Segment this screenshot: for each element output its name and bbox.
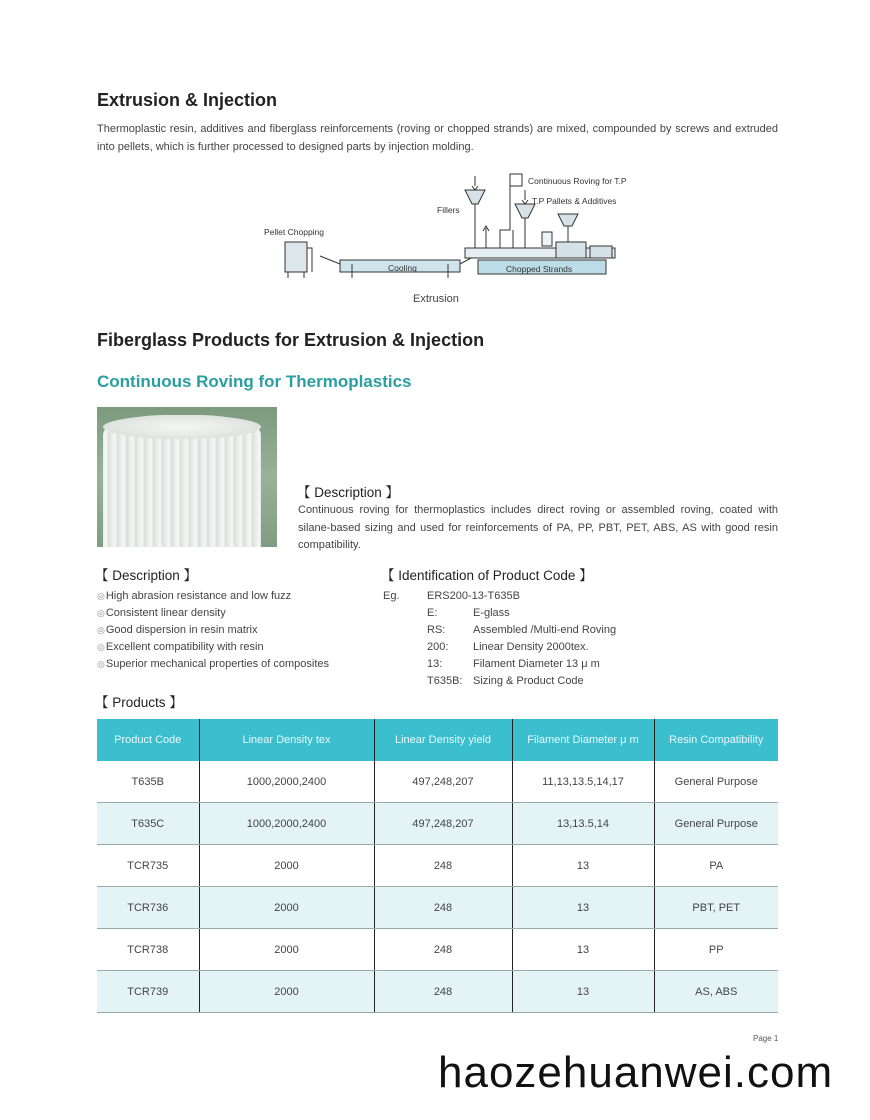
extrusion-paragraph: Thermoplastic resin, additives and fiberglass reinforcements (roving or chopped strands) are mixed, compounded by screws and extruded into pellets, which is further processed to designed parts by injection molding.	[97, 123, 778, 153]
column-header: Linear Density yield	[374, 719, 512, 761]
table-cell: PBT, PET	[654, 887, 778, 929]
table-cell: 2000	[199, 971, 374, 1013]
list-item: ◎ Superior mechanical properties of composites	[97, 656, 329, 673]
table-row	[97, 929, 778, 971]
chopper-body	[285, 242, 307, 272]
code-key: E:	[427, 607, 438, 619]
table-cell: TCR738	[97, 929, 199, 971]
table-cell: General Purpose	[654, 761, 778, 803]
diagram-label-pallets-additives: T.P Pallets & Additives	[532, 196, 617, 206]
table-cell: 13,13.5,14	[512, 803, 654, 845]
table-cell: 1000,2000,2400	[199, 803, 374, 845]
table-cell: 248	[374, 929, 512, 971]
column-header: Product Code	[97, 719, 199, 761]
table-cell: General Purpose	[654, 803, 778, 845]
list-item: ◎ Consistent linear density	[97, 605, 329, 622]
table-cell: 13	[512, 929, 654, 971]
table-cell: 1000,2000,2400	[199, 761, 374, 803]
table-cell: PP	[654, 929, 778, 971]
diagram-label-cooling: Cooling	[388, 263, 417, 273]
table-cell: PA	[654, 845, 778, 887]
page-number: Page 1	[753, 1034, 779, 1043]
table-cell: 13	[512, 887, 654, 929]
section-title-fiberglass-products: Fiberglass Products for Extrusion & Injection	[97, 330, 485, 350]
section-title-extrusion: Extrusion & Injection	[97, 90, 278, 110]
table-cell: AS, ABS	[654, 971, 778, 1013]
code-value: E-glass	[473, 607, 510, 619]
table-row	[97, 803, 778, 845]
watermark-text: haozehuanwei.com	[438, 1048, 834, 1097]
code-value: Linear Density 2000tex.	[473, 641, 589, 653]
products-label: 【 Products 】	[95, 695, 183, 710]
table-header-row	[97, 719, 778, 761]
column-header: Linear Density tex	[199, 719, 374, 761]
list-item: ◎ High abrasion resistance and low fuzz	[97, 588, 329, 605]
table-cell: 2000	[199, 887, 374, 929]
column-header: Filament Diameter μ m	[512, 719, 654, 761]
table-row	[97, 761, 778, 803]
table-cell: 497,248,207	[374, 803, 512, 845]
column-header: Resin Compatibility	[654, 719, 778, 761]
code-value: Sizing & Product Code	[473, 675, 584, 687]
diagram-label-chopped-strands: Chopped Strands	[506, 264, 573, 274]
table-row	[97, 845, 778, 887]
section-title-continuous-roving: Continuous Roving for Thermoplastics	[97, 372, 412, 391]
description-label-top: 【 Description 】	[297, 485, 400, 500]
table-cell: TCR735	[97, 845, 199, 887]
diagram-label-fillers: Fillers	[437, 205, 460, 215]
table-cell: 248	[374, 845, 512, 887]
features-list	[97, 588, 329, 673]
diagram-label-pellet-chopping: Pellet Chopping	[264, 227, 325, 237]
table-cell: 2000	[199, 845, 374, 887]
identification-grid	[383, 588, 616, 690]
code-key: T635B:	[427, 675, 463, 687]
roving-spool-image	[97, 407, 277, 547]
diagram-caption: Extrusion	[413, 293, 459, 305]
table-row	[97, 971, 778, 1013]
code-value: Filament Diameter 13 μ m	[473, 658, 600, 670]
code-key: 13:	[427, 658, 443, 670]
table-cell: 13	[512, 845, 654, 887]
table-cell: 248	[374, 887, 512, 929]
identification-label: 【 Identification of Product Code 】	[381, 568, 593, 583]
code-key: RS:	[427, 624, 446, 636]
code-key: 200:	[427, 641, 449, 653]
features-label: 【 Description 】	[95, 568, 198, 583]
table-cell: 11,13,13.5,14,17	[512, 761, 654, 803]
table-row	[97, 887, 778, 929]
table-cell: T635B	[97, 761, 199, 803]
table-cell: 13	[512, 971, 654, 1013]
list-item: ◎ Good dispersion in resin matrix	[97, 622, 329, 639]
description-text: Continuous roving for thermoplastics includes direct roving or assembled roving, coated with silane-based sizing and used for reinforcements of PA, PP, PBT, PET, ABS, AS with good resin compatibility.	[298, 504, 778, 551]
table-cell: 497,248,207	[374, 761, 512, 803]
diagram-label-continuous-roving: Continuous Roving for T.P	[528, 176, 627, 186]
eg-label: Eg.	[383, 590, 400, 602]
code-value: Assembled /Multi-end Roving	[473, 624, 617, 636]
example-code: ERS200-13-T635B	[427, 590, 520, 602]
table-cell: TCR736	[97, 887, 199, 929]
table-cell: T635C	[97, 803, 199, 845]
table-cell: 248	[374, 971, 512, 1013]
list-item: ◎ Excellent compatibility with resin	[97, 639, 329, 656]
table-cell: 2000	[199, 929, 374, 971]
table-cell: TCR739	[97, 971, 199, 1013]
products-table	[97, 719, 778, 1013]
